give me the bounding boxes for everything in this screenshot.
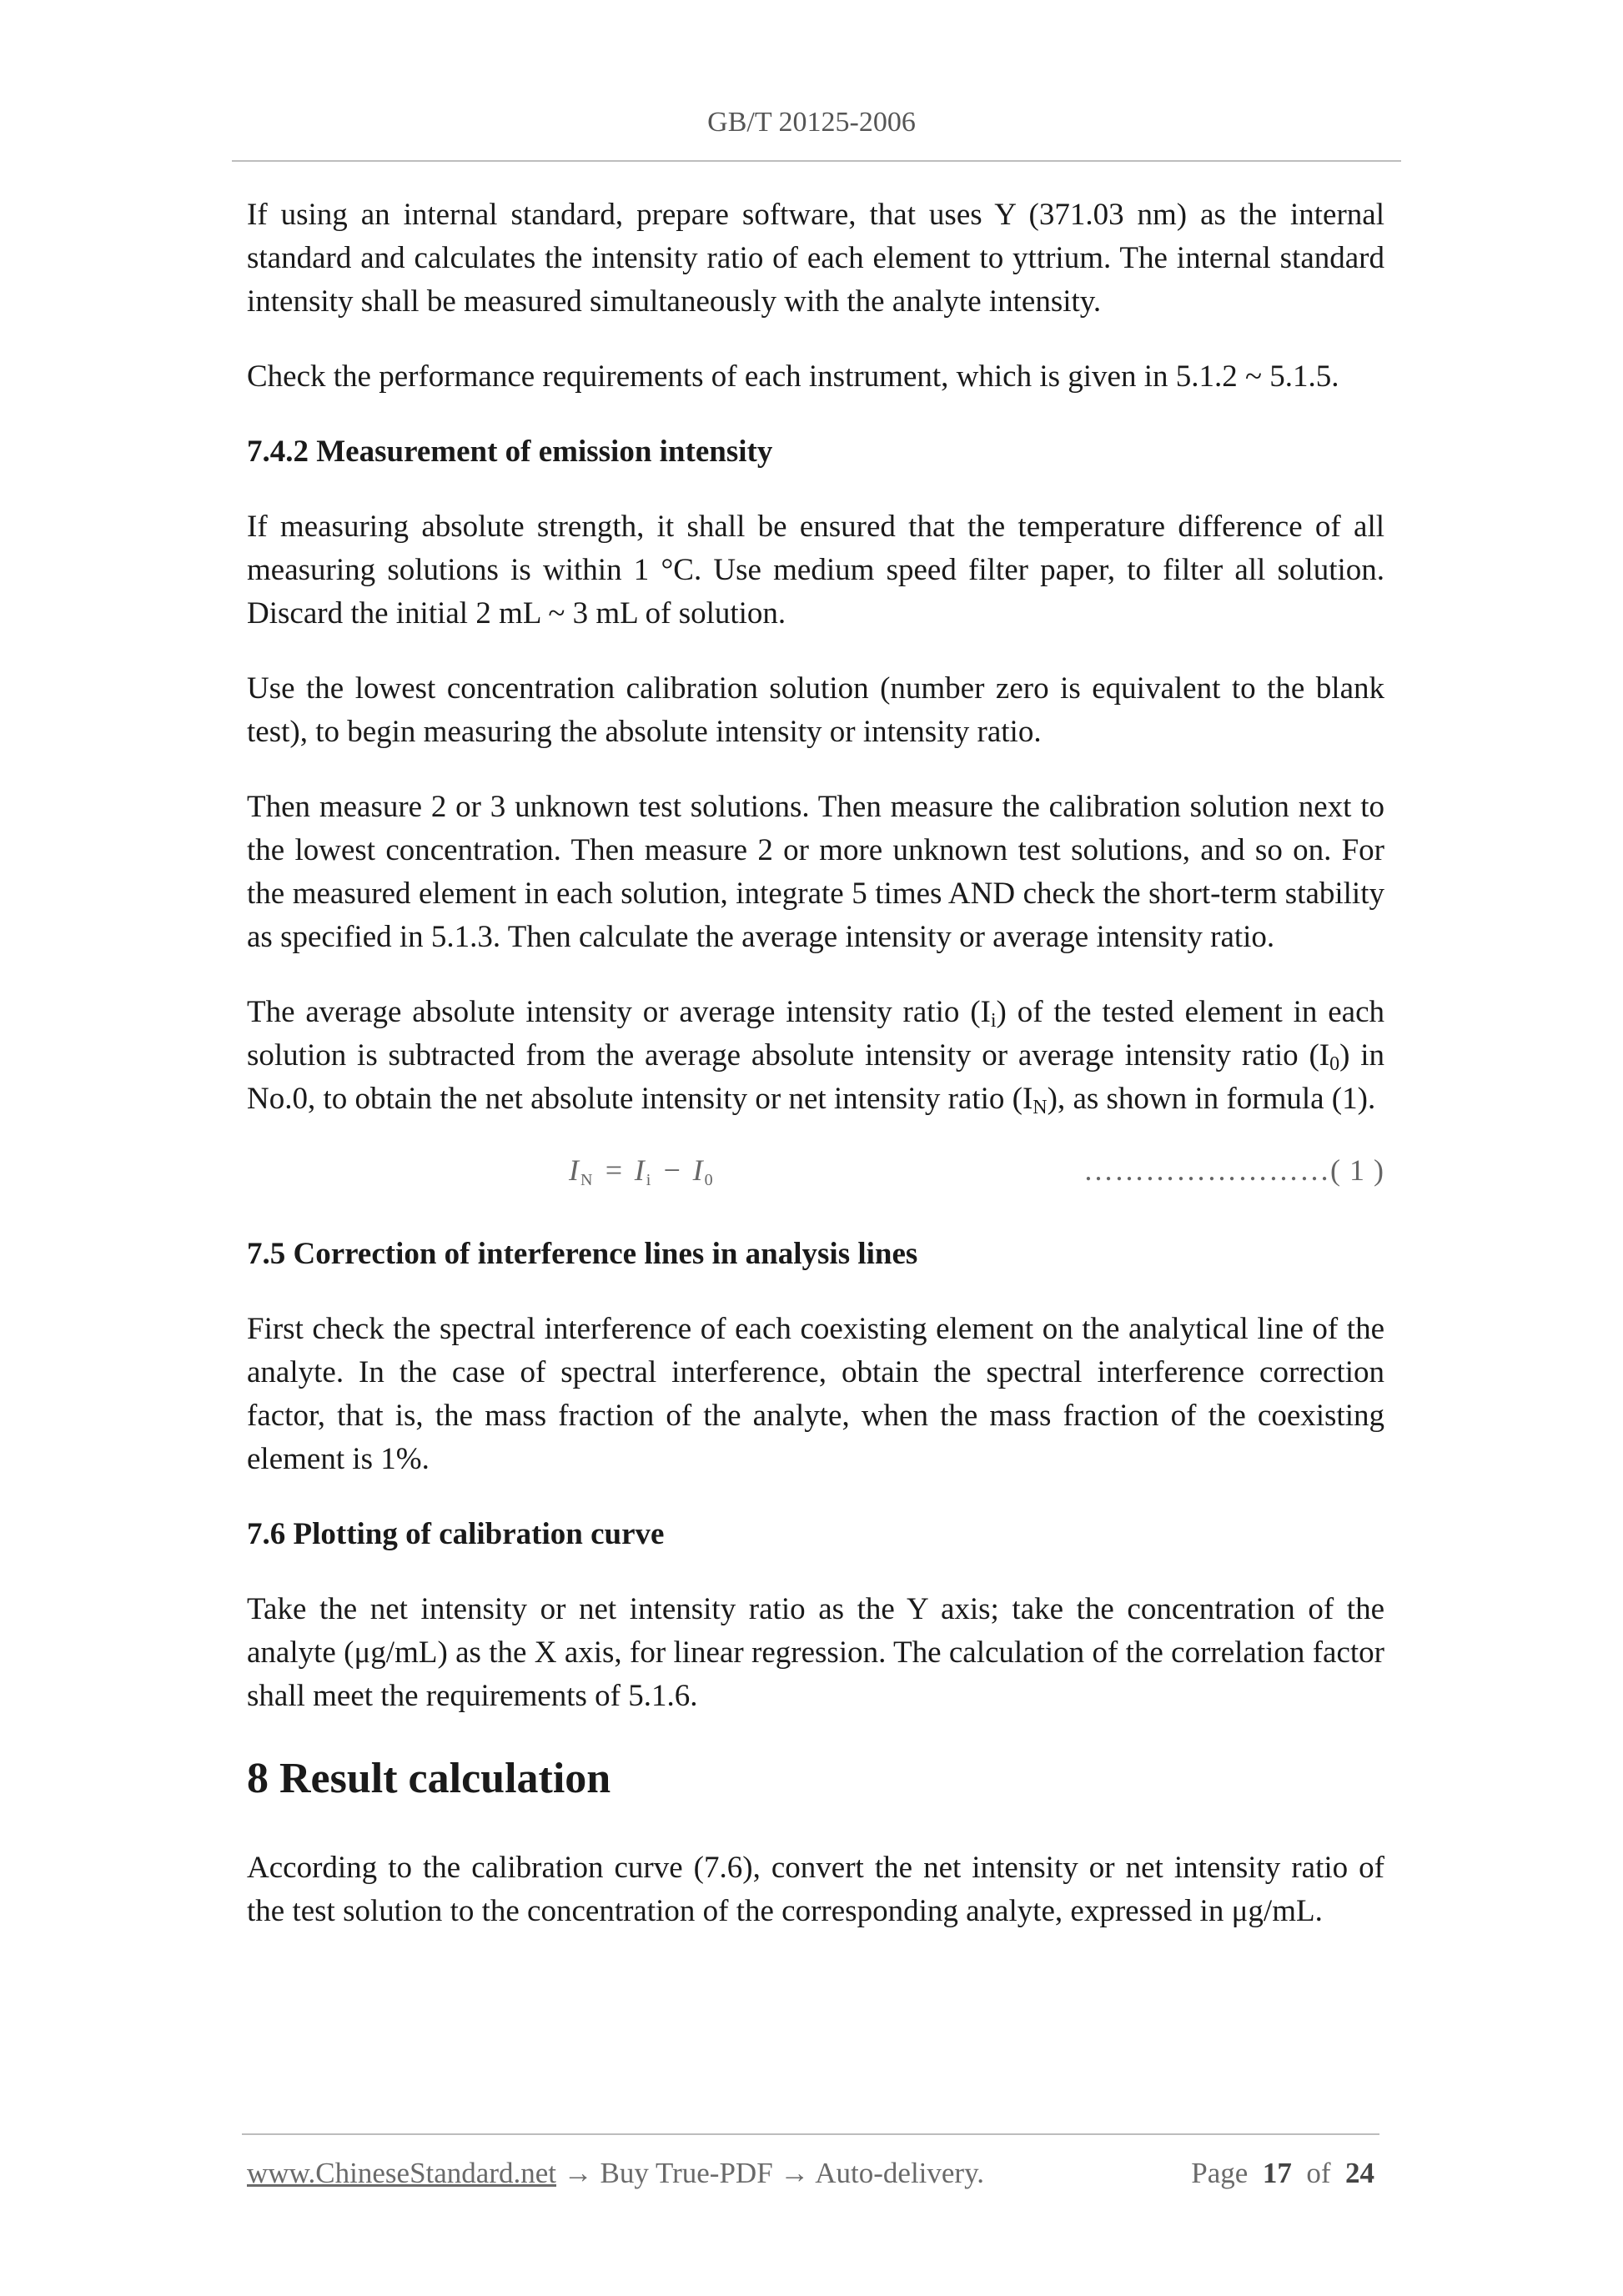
formula-1 [247, 1153, 1384, 1203]
section-heading-8: 8 Result calculation [247, 1755, 611, 1802]
arrow-right-icon: → [772, 2157, 816, 2189]
paragraph-measure-sequence: Then measure 2 or 3 unknown test solutions. Then measure the calibration solution next to the lowest concentration. Then measure 2 or more unknown test solutions, and so on. For the measured element in each solution, integrate 5 times AND check the short-term stability as specified in 5.1.3. Then calculate the average intensity or average intensity ratio. [247, 790, 1384, 954]
delivery-text: Auto-delivery. [815, 2157, 985, 2189]
formula-expression: $I_N = I_i - I_0$ [569, 1153, 715, 1189]
footer-links [247, 2157, 984, 2190]
current-page: 17 [1262, 2157, 1292, 2189]
section-heading-7-6: 7.6 Plotting of calibration curve [247, 1517, 665, 1551]
page-indicator: Page 17 of 24 [1191, 2157, 1374, 2189]
footer-divider [242, 2133, 1379, 2135]
section-heading-7-5: 7.5 Correction of interference lines in analysis lines [247, 1237, 918, 1271]
document-header: GB/T 20125-2006 [707, 107, 916, 138]
total-pages: 24 [1345, 2157, 1374, 2189]
paragraph-calibration-curve: Take the net intensity or net intensity ratio as the Y axis; take the concentration of the analyte (μg/mL) as the X axis, for linear regression. The calculation of the correlation factor shall meet the requirements of 5.1.6. [247, 1592, 1384, 1713]
formula-number: ……………………( 1 ) [1083, 1153, 1384, 1187]
buy-text: Buy True-PDF [600, 2157, 773, 2189]
paragraph-temperature: If measuring absolute strength, it shall be ensured that the temperature difference of all measuring solutions is within 1 °C. Use medium speed filter paper, to filter all solution. Discard the initial 2 mL ~ 3 mL of solution. [247, 510, 1384, 631]
paragraph-net-intensity: The average absolute intensity or average intensity ratio $(I_i)$ of the tested element in each solution is subtracted from the average absolute intensity or average intensity ratio $(I_0)$ in No.0, to obtain the net absolute intensity or net intensity ratio $(I_N)$, as shown in formula (1). [247, 995, 1385, 1118]
paragraph-internal-standard: If using an internal standard, prepare software, that uses Y (371.03 nm) as the internal standard and calculates the intensity ratio of each element to yttrium. The internal standard intensity shall be measured simultaneously with the analyte intensity. [247, 198, 1384, 319]
paragraph-performance-check: Check the performance requirements of each instrument, which is given in 5.1.2 ~ 5.1.5. [247, 359, 1339, 394]
section-heading-7-4-2: 7.4.2 Measurement of emission intensity [247, 435, 773, 469]
header-divider [232, 160, 1401, 162]
site-link[interactable]: www.ChineseStandard.net [247, 2157, 556, 2189]
arrow-right-icon: → [556, 2157, 600, 2189]
paragraph-lowest-concentration: Use the lowest concentration calibration solution (number zero is equivalent to the blank test), to begin measuring the absolute intensity or intensity ratio. [247, 671, 1384, 749]
paragraph-result-calculation: According to the calibration curve (7.6), convert the net intensity or net intensity ratio of the test solution to the concentration of the corresponding analyte, expressed in μg/mL. [247, 1851, 1384, 1928]
page-content [247, 193, 1384, 1965]
paragraph-spectral-interference: First check the spectral interference of each coexisting element on the analytical line of the analyte. In the case of spectral interference, obtain the spectral interference correction factor, that is, the mass fraction of the analyte, when the mass fraction of the coexisting element is 1%. [247, 1312, 1384, 1476]
